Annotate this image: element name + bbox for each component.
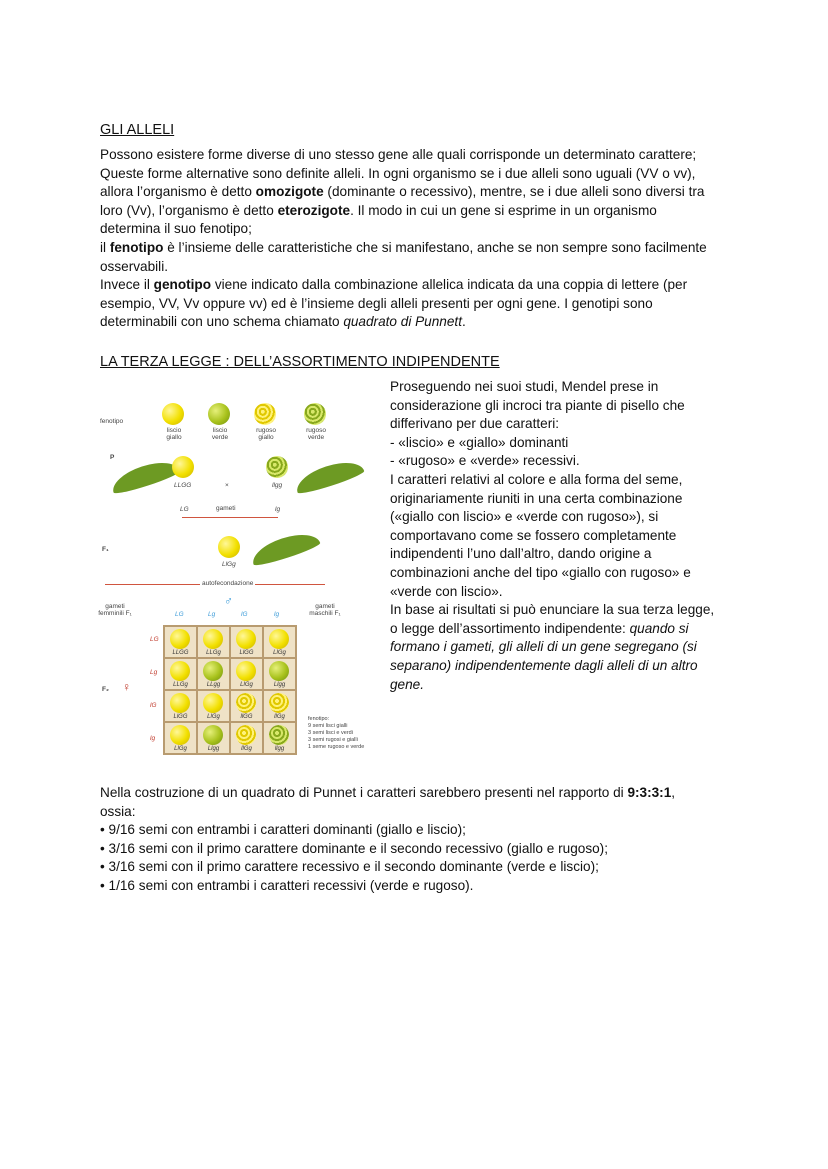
cell-genotype: LlGg bbox=[240, 682, 253, 688]
seed-icon bbox=[203, 661, 223, 681]
seed-icon bbox=[170, 629, 190, 649]
punnett-cell bbox=[164, 626, 197, 658]
punnett-cell bbox=[230, 626, 263, 658]
cell-genotype: LlGg bbox=[174, 746, 187, 752]
text: è l’insieme delle caratteristiche che si manifestano, anche se non sempre sono facilmente bbox=[163, 239, 707, 255]
cell-genotype: LlGG bbox=[173, 714, 188, 720]
genotype-parent1: LLGG bbox=[174, 482, 192, 489]
term-punnett: quadrato di Punnett bbox=[343, 314, 462, 330]
cell-genotype: Llgg bbox=[207, 746, 220, 752]
text-line: gene. bbox=[390, 676, 425, 692]
ratio-value: 9:3:3:1 bbox=[627, 785, 672, 800]
phenotype-label: liscio giallo bbox=[166, 427, 182, 441]
label-gameti: gameti bbox=[216, 505, 236, 512]
seed-icon bbox=[170, 661, 190, 681]
term-eterozigote: eterozigote bbox=[277, 202, 351, 218]
phenotype-label: rugoso verde bbox=[306, 427, 326, 441]
seed-icon bbox=[269, 629, 289, 649]
bullet-item: • 3/16 semi con il primo carattere recessivo e il secondo dominante (verde e liscio); bbox=[100, 859, 599, 875]
genotype-f1: LlGg bbox=[222, 561, 236, 568]
text-line bbox=[100, 313, 740, 332]
text: determinabili con uno schema chiamato bbox=[100, 314, 344, 330]
text-line: Queste forme alternative sono definite alleli. In ogni organismo se i due alleli sono uguali (VV o vv), bbox=[100, 165, 696, 181]
text-line: ossia: bbox=[100, 803, 136, 819]
punnett-cell bbox=[164, 722, 197, 754]
label-fenotipo: fenotipo bbox=[100, 418, 124, 425]
seed-icon bbox=[266, 456, 288, 478]
seed-icon bbox=[218, 536, 240, 558]
cell-genotype: LlGg bbox=[207, 714, 220, 720]
alleli-paragraph bbox=[100, 146, 740, 332]
seed-icon-rugoso-verde bbox=[304, 403, 326, 425]
text: Nella costruzione di un quadrato di Punnet i caratteri sarebbero presenti nel rapporto di bbox=[100, 785, 628, 800]
male-symbol-icon: ♂ bbox=[224, 594, 233, 608]
term-omozigote: omozigote bbox=[255, 184, 324, 200]
punnett-cell bbox=[164, 658, 197, 690]
cell-genotype: LlGG bbox=[239, 650, 254, 656]
pea-pod-icon bbox=[109, 456, 182, 497]
text-line: («giallo con liscio» e «verde con rugoso»), si bbox=[390, 509, 659, 525]
row-header: LG bbox=[150, 636, 159, 643]
legend-item: fenotipo: bbox=[308, 716, 330, 722]
col-header: Lg bbox=[208, 611, 216, 618]
text-line: - «rugoso» e «verde» recessivi. bbox=[390, 453, 580, 469]
text: viene indicato dalla combinazione allelica indicata da una coppia di lettere (per bbox=[211, 277, 688, 293]
label-gameti-maschili: gameti maschili F₁ bbox=[309, 603, 341, 617]
terza-legge-paragraph bbox=[390, 378, 730, 694]
label-gameti-femminili: gameti femminili F₁ bbox=[98, 603, 132, 617]
section-title-alleli: GLI ALLELI bbox=[100, 122, 175, 138]
punnett-diagram bbox=[100, 398, 385, 768]
seed-icon bbox=[172, 456, 194, 478]
genotype-parent2: llgg bbox=[272, 482, 283, 489]
punnett-cell bbox=[164, 690, 197, 722]
gamete-label: lg bbox=[275, 506, 281, 513]
row-header: Lg bbox=[150, 669, 158, 676]
cell-genotype: LLgg bbox=[206, 682, 221, 688]
connector-line bbox=[182, 517, 278, 518]
punnett-square bbox=[163, 625, 297, 755]
seed-icon bbox=[203, 693, 223, 713]
cell-genotype: LLGG bbox=[172, 650, 189, 656]
bullet-item: • 1/16 semi con entrambi i caratteri recessivi (verde e rugoso). bbox=[100, 877, 474, 893]
phenotype-label: rugoso giallo bbox=[256, 427, 276, 441]
seed-icon-liscio-verde bbox=[208, 403, 230, 425]
female-symbol-icon: ♀ bbox=[122, 680, 131, 694]
law-statement: quando si bbox=[629, 620, 689, 636]
cell-genotype: llgg bbox=[274, 746, 285, 752]
cell-genotype: llGg bbox=[274, 714, 285, 720]
text: , bbox=[671, 785, 676, 800]
seed-icon-rugoso-giallo bbox=[254, 403, 276, 425]
seed-icon bbox=[269, 693, 289, 713]
seed-icon-liscio-giallo bbox=[162, 403, 184, 425]
label-f2: F₂ bbox=[102, 686, 109, 693]
legend-item: 9 semi lisci gialli bbox=[308, 723, 348, 729]
text-line bbox=[100, 239, 740, 258]
ratio-paragraph bbox=[100, 784, 750, 896]
punnett-cell bbox=[230, 658, 263, 690]
phenotype-legend bbox=[308, 716, 364, 751]
punnett-cell bbox=[263, 690, 296, 722]
text: Invece il bbox=[100, 277, 154, 293]
text-line: originariamente riuniti in una certa combinazione bbox=[390, 490, 683, 506]
bullet-item: • 9/16 semi con entrambi i caratteri dominanti (giallo e liscio); bbox=[100, 822, 466, 838]
text-line bbox=[100, 202, 740, 221]
label-autofecondazione: autofecondazione bbox=[202, 580, 254, 587]
punnett-cell bbox=[230, 690, 263, 722]
text-line: combinazioni anche del tipo «giallo con rugoso» e bbox=[390, 564, 691, 580]
section-title-terza-legge: LA TERZA LEGGE : DELL’ASSORTIMENTO INDIPENDENTE bbox=[100, 354, 500, 370]
text: il bbox=[100, 239, 110, 255]
text-line: - «liscio» e «giallo» dominanti bbox=[390, 434, 569, 450]
punnett-cell bbox=[197, 658, 230, 690]
text-line: osservabili. bbox=[100, 258, 168, 274]
punnett-cell bbox=[263, 722, 296, 754]
cell-genotype: llGG bbox=[240, 714, 253, 720]
text-line: considerazione gli incroci tra piante di pisello che bbox=[390, 397, 685, 413]
text-line: In base ai risultati si può enunciare la sua terza legge, bbox=[390, 602, 715, 618]
label-p: P bbox=[110, 454, 115, 461]
legend-item: 3 semi rugosi e gialli bbox=[308, 737, 358, 743]
seed-icon bbox=[236, 725, 256, 745]
text-line: determina il suo fenotipo; bbox=[100, 221, 252, 237]
legend-item: 3 semi lisci e verdi bbox=[308, 730, 353, 736]
text-line: indipendenti l’uno dall’altro, dando origine a bbox=[390, 546, 652, 562]
punnett-cell bbox=[230, 722, 263, 754]
cell-genotype: Llgg bbox=[273, 682, 286, 688]
punnett-cell bbox=[263, 658, 296, 690]
text-line bbox=[390, 620, 730, 639]
cross-sign: × bbox=[225, 482, 229, 489]
pea-pod-icon bbox=[293, 456, 366, 497]
cell-genotype: llGg bbox=[241, 746, 252, 752]
seed-icon bbox=[203, 629, 223, 649]
text: o legge dell’assortimento indipendente: bbox=[390, 620, 630, 636]
text-line bbox=[100, 276, 740, 295]
text: (dominante o recessivo), mentre, se i due alleli sono diversi tra bbox=[323, 184, 705, 200]
col-header: LG bbox=[175, 611, 184, 618]
bullet-item: • 3/16 semi con il primo carattere dominante e il secondo recessivo (giallo e rugoso); bbox=[100, 840, 608, 856]
text-line: formano i gameti, gli alleli di un gene segregano (si bbox=[390, 639, 697, 655]
seed-icon bbox=[236, 629, 256, 649]
seed-icon bbox=[170, 725, 190, 745]
col-header: lg bbox=[274, 611, 280, 618]
text: allora l’organismo è detto bbox=[100, 184, 256, 200]
seed-icon bbox=[170, 693, 190, 713]
row-header: lg bbox=[150, 735, 156, 742]
text-line: I caratteri relativi al colore e alla forma del seme, bbox=[390, 471, 683, 487]
punnett-cell bbox=[263, 626, 296, 658]
cell-genotype: LLGg bbox=[206, 650, 221, 656]
text-line: esempio, VV, Vv oppure vv) ed è l’insieme degli alleli presenti per ogni gene. I genotipi sono bbox=[100, 295, 653, 311]
gamete-label: LG bbox=[180, 506, 189, 513]
text: loro (Vv), l’organismo è detto bbox=[100, 202, 278, 218]
text-line: «verde con liscio». bbox=[390, 583, 503, 599]
text-line: Possono esistere forme diverse di uno stesso gene alle quali corrisponde un determinato carattere; bbox=[100, 147, 697, 162]
punnett-cell bbox=[197, 690, 230, 722]
text: . Il modo in cui un gene si esprime in un organismo bbox=[350, 202, 657, 218]
term-fenotipo: fenotipo bbox=[109, 239, 164, 255]
seed-icon bbox=[203, 725, 223, 745]
text-line: comportavano come se fossero completamente bbox=[390, 527, 677, 543]
seed-icon bbox=[269, 725, 289, 745]
row-header: lG bbox=[150, 702, 157, 709]
col-header: lG bbox=[241, 611, 248, 618]
term-genotipo: genotipo bbox=[153, 277, 212, 293]
text-line bbox=[100, 784, 750, 803]
punnett-cell bbox=[197, 722, 230, 754]
text-line: Proseguendo nei suoi studi, Mendel prese in bbox=[390, 379, 659, 394]
text-line bbox=[100, 183, 740, 202]
text-line: differivano per due caratteri: bbox=[390, 416, 560, 432]
label-f1: F₁ bbox=[102, 546, 109, 553]
seed-icon bbox=[269, 661, 289, 681]
text-line: separano) indipendentemente dagli alleli di un altro bbox=[390, 657, 698, 673]
cell-genotype: LlGg bbox=[273, 650, 286, 656]
punnett-cell bbox=[197, 626, 230, 658]
seed-icon bbox=[236, 661, 256, 681]
pea-pod-icon bbox=[249, 528, 322, 569]
text: . bbox=[461, 314, 466, 330]
seed-icon bbox=[236, 693, 256, 713]
legend-item: 1 seme rugoso e verde bbox=[308, 744, 365, 750]
cell-genotype: LLGg bbox=[173, 682, 188, 688]
phenotype-label: liscio verde bbox=[211, 427, 229, 441]
